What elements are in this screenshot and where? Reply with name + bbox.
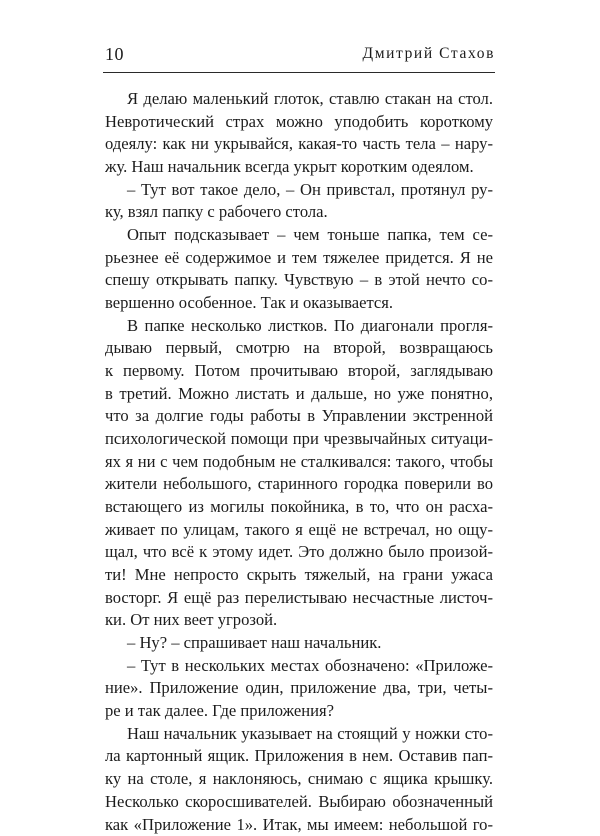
page-number: 10: [105, 44, 124, 64]
text-line: Наш начальник указывает на стоящий у ножки сто-: [105, 723, 493, 746]
text-line: жу. Наш начальник всегда укрыт коротким одеялом.: [105, 156, 493, 179]
text-line: встающего из могилы покойника, в то, что он расха-: [105, 496, 493, 519]
page-header: [105, 44, 495, 64]
text-line: ние». Приложение один, приложение два, три, четы-: [105, 677, 493, 700]
body-text: [105, 88, 493, 836]
text-line: как «Приложение 1». Итак, мы имеем: небольшой го-: [105, 814, 493, 836]
text-line: одеялу: как ни укрывайся, какая-то часть тела – нару-: [105, 133, 493, 156]
text-line: ки. От них веет угрозой.: [105, 609, 493, 632]
text-line: восторг. Я ещё раз перелистываю несчастные листоч-: [105, 587, 493, 610]
text-line: Опыт подсказывает – чем тоньше папка, тем се-: [105, 224, 493, 247]
text-line: в третий. Можно листать и дальше, но уже понятно,: [105, 383, 493, 406]
text-line: жители небольшого, старинного городка поверили во: [105, 473, 493, 496]
text-line: Несколько скоросшивателей. Выбираю обозначенный: [105, 791, 493, 814]
running-head-author: Дмитрий Стахов: [363, 44, 495, 64]
text-line: щал, что всё к этому идет. Это должно было произой-: [105, 541, 493, 564]
header-rule: [103, 72, 495, 73]
text-line: вершенно особенное. Так и оказывается.: [105, 292, 493, 315]
text-line: – Тут в нескольких местах обозначено: «Приложе-: [105, 655, 493, 678]
text-line: к первому. Потом прочитываю второй, заглядываю: [105, 360, 493, 383]
text-line: живает по улицам, такого я ещё не встречал, но ощу-: [105, 519, 493, 542]
text-line: ре и так далее. Где приложения?: [105, 700, 493, 723]
text-line: что за долгие годы работы в Управлении экстренной: [105, 405, 493, 428]
text-line: ку, взял папку с рабочего стола.: [105, 201, 493, 224]
text-line: рьезнее её содержимое и тем тяжелее придется. Я не: [105, 247, 493, 270]
text-line: – Тут вот такое дело, – Он привстал, протянул ру-: [105, 179, 493, 202]
text-line: ку на столе, я наклоняюсь, снимаю с ящика крышку.: [105, 768, 493, 791]
text-line: В папке несколько листков. По диагонали прогля-: [105, 315, 493, 338]
text-line: ти! Мне непросто скрыть тяжелый, на грани ужаса: [105, 564, 493, 587]
text-line: психологической помощи при чрезвычайных ситуаци-: [105, 428, 493, 451]
text-line: ла картонный ящик. Приложения в нем. Оставив пап-: [105, 745, 493, 768]
text-line: – Ну? – спрашивает наш начальник.: [105, 632, 493, 655]
text-line: Невротический страх можно уподобить короткому: [105, 111, 493, 134]
text-line: спешу открывать папку. Чувствую – в этой нечто со-: [105, 269, 493, 292]
text-line: дываю первый, смотрю на второй, возвращаюсь: [105, 337, 493, 360]
text-line: Я делаю маленький глоток, ставлю стакан на стол.: [105, 88, 493, 111]
text-line: ях я ни с чем подобным не сталкивался: такого, чтобы: [105, 451, 493, 474]
